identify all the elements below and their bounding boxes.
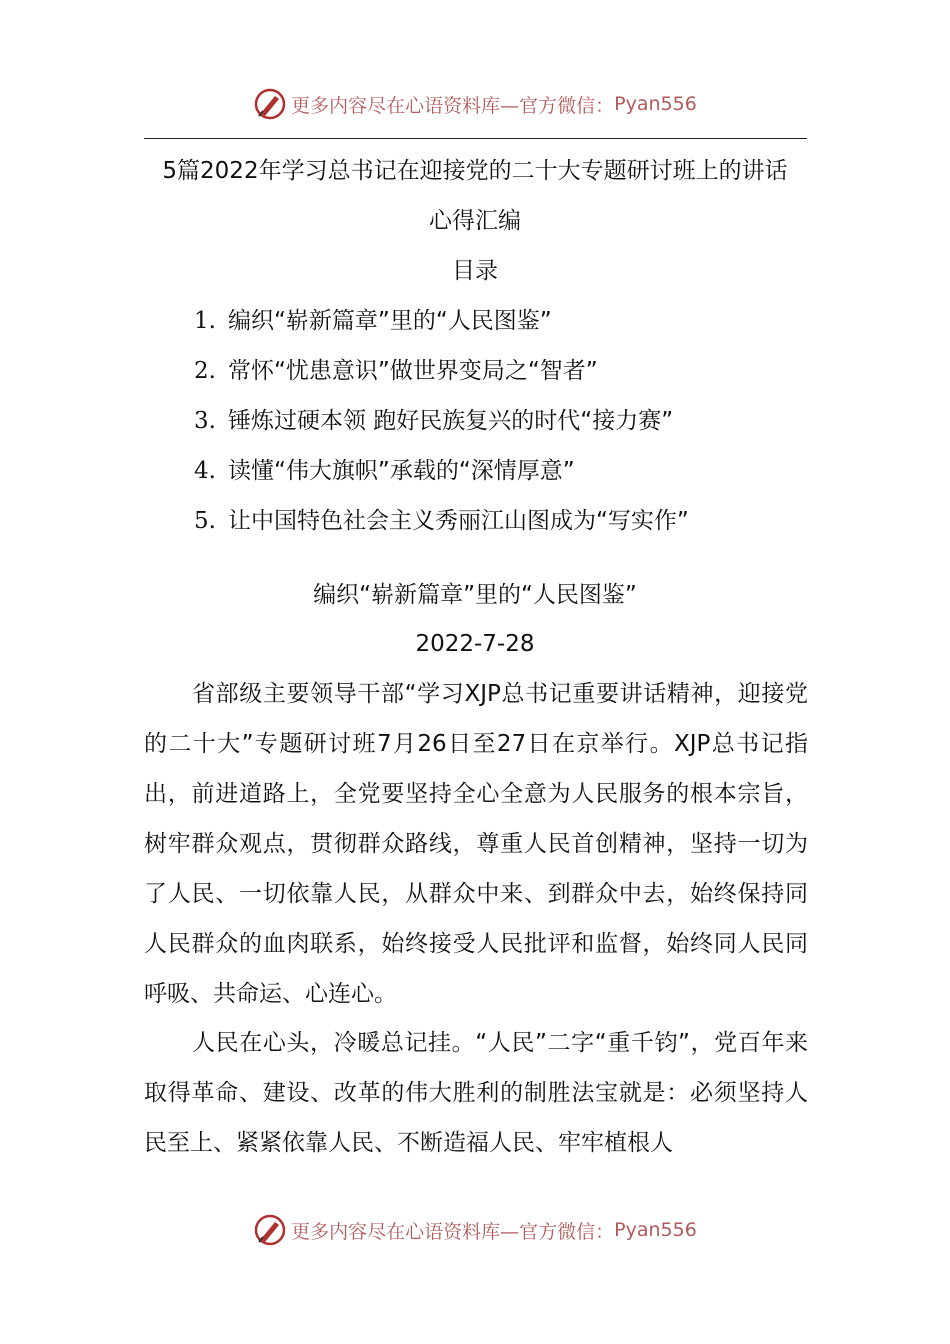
toc-item: [194, 356, 598, 386]
article-title: 编织“崭新篇章”里的“人民图鉴”: [313, 582, 637, 608]
toc-item: [194, 406, 673, 436]
toc-heading: 目录: [452, 258, 498, 284]
document-title-line1: 5篇2022年学习总书记在迎接党的二十大专题研讨班上的讲话: [162, 158, 788, 184]
toc-item: [194, 456, 575, 486]
article-date: 2022-7-28: [415, 631, 535, 657]
toc-item: [194, 306, 552, 336]
toc-item-number: 4.: [194, 458, 216, 484]
watermark-text: 更多内容尽在心语资料库—官方微信：: [291, 1220, 615, 1243]
toc-item-text: 让中国特色社会主义秀丽江山图成为“写实作”: [228, 508, 689, 534]
pen-logo-icon: [253, 87, 287, 121]
toc-item-text: 常怀“忧患意识”做世界变局之“智者”: [228, 358, 598, 384]
toc-item-number: 1.: [194, 308, 216, 334]
toc-item-text: 锤炼过硬本领 跑好民族复兴的时代“接力赛”: [228, 408, 674, 434]
document-title-line2: 心得汇编: [429, 208, 521, 234]
body-paragraph-2: 人民在心头，冷暖总记挂。“人民”二字“重千钧”，党百年来取得革命、建设、改革的伟大胜利的制胜法宝就是：必须坚持人民至上、紧紧依靠人民、不断造福人民、牢牢植根人: [144, 1030, 808, 1156]
toc-item-number: 3.: [194, 408, 216, 434]
watermark-wechat-id: Pyan556: [614, 93, 697, 115]
watermark-banner-bottom: [0, 1210, 950, 1250]
toc-item: [194, 506, 689, 536]
watermark-text: 更多内容尽在心语资料库—官方微信：: [291, 94, 615, 117]
body-paragraph-1: 省部级主要领导干部“学习XJP总书记重要讲话精神，迎接党的二十大”专题研讨班7月26日至27日在京举行。XJP总书记指出，前进道路上，全党要坚持全心全意为人民服务的根本宗旨，树牢群众观点，贯彻群众路线，尊重人民首创精神，坚持一切为了人民、一切依靠人民，从群众中来、到群众中去，始终保持同人民群众的血肉联系，始终接受人民批评和监督，始终同人民同呼吸、共命运、心连心。: [144, 681, 808, 1007]
pen-logo-icon: [253, 1213, 287, 1247]
toc-item-text: 编织“崭新篇章”里的“人民图鉴”: [228, 308, 552, 334]
toc-item-number: 5.: [194, 508, 216, 534]
watermark-wechat-id: Pyan556: [614, 1219, 697, 1241]
toc-item-text: 读懂“伟大旗帜”承载的“深情厚意”: [228, 458, 575, 484]
watermark-banner-top: [0, 84, 950, 124]
toc-item-number: 2.: [194, 358, 216, 384]
header-divider: [144, 138, 807, 139]
